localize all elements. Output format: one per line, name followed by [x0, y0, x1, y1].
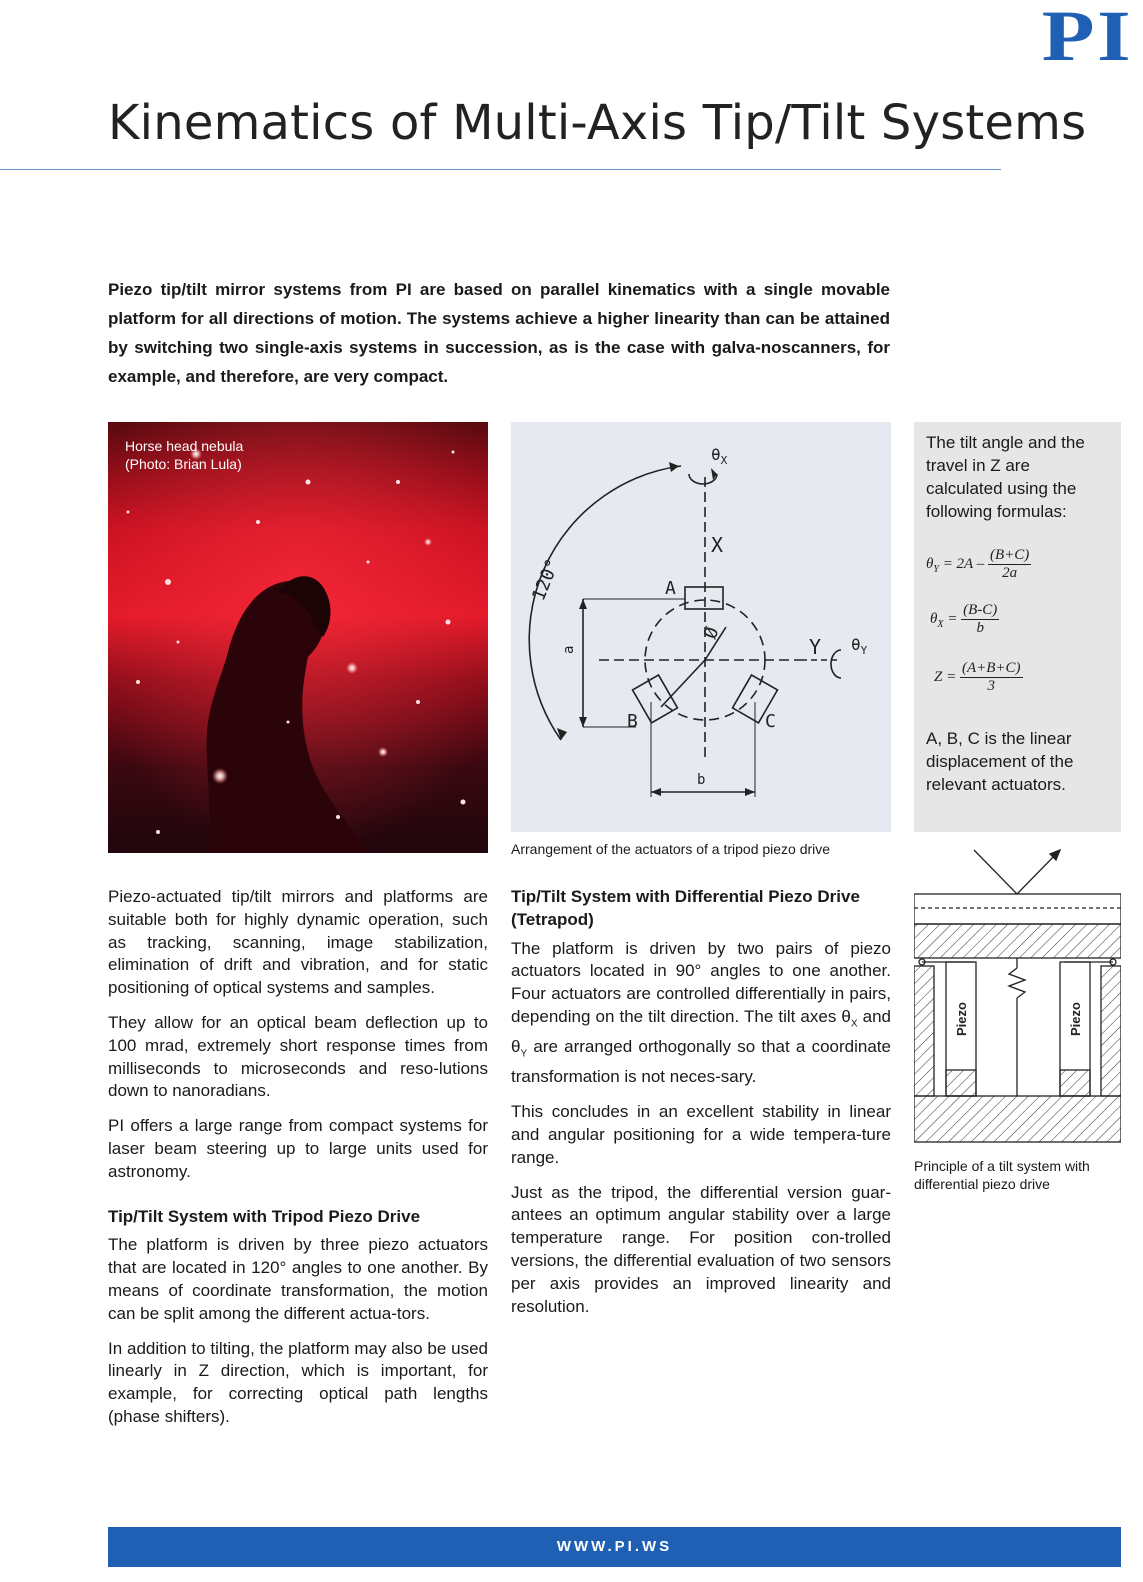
actuator-c-label: C: [765, 711, 776, 732]
photo-caption-credit: (Photo: Brian Lula): [125, 456, 242, 472]
photo-caption-title: Horse head nebula: [125, 438, 244, 454]
paragraph: They allow for an optical beam deflection up to 100 mrad, extremely short response times from milliseconds to microseconds and reso-lutions down to nanoradians.: [108, 1012, 488, 1101]
y-axis-label: Y: [809, 635, 822, 659]
paragraph: PI offers a large range from compact systems for laser beam steering up to large units used for astronomy.: [108, 1116, 488, 1181]
differential-drive-svg: [914, 848, 1121, 1145]
paragraph: Piezo-actuated tip/tilt mirrors and platforms are suitable both for highly dynamic operation, such as tracking, scanning, image stabilization, elimination of drift and vibration, and for static positioning of optical systems and samples.: [108, 887, 488, 998]
piezo-right-label: Piezo: [1068, 1002, 1083, 1036]
actuator-b-label: B: [627, 711, 638, 732]
title-rule: [0, 169, 1001, 170]
paragraph: Just as the tripod, the differential version guar-antees an optimum angular stability over a large temperature range. For position con-trolled versions, the differential evaluation of two sensors per axis provides an improved linearity and resolution.: [511, 1182, 891, 1316]
differential-diagram-caption: Principle of a tilt system with differential piezo drive: [914, 1158, 1090, 1192]
theta-y-label: $\theta_Y$: [851, 635, 868, 657]
formula-outro: A, B, C is the linear displacement of the relevant actuators.: [926, 729, 1074, 794]
formula-box: [914, 422, 1121, 832]
piezo-left-label: Piezo: [954, 1002, 969, 1036]
tripod-diagram: [511, 422, 891, 832]
horse-head-nebula-photo: [108, 422, 488, 853]
tripod-diagram-svg: [511, 422, 891, 832]
differential-drive-diagram: [914, 848, 1121, 1145]
angle-120-label: 120°: [528, 555, 564, 604]
tripod-diagram-caption: Arrangement of the actuators of a tripod piezo drive: [511, 841, 831, 857]
paragraph: This concludes in an excellent stability in linear and angular positioning for a wide tempera-ture range.: [511, 1102, 891, 1167]
dimension-b-label: b: [697, 772, 706, 788]
section-heading-tripod: Tip/Tilt System with Tripod Piezo Drive: [108, 1206, 421, 1226]
page-title: Kinematics of Multi-Axis Tip/Tilt Systems: [108, 95, 1087, 151]
photo-caption: [125, 437, 243, 473]
section-heading-tetrapod: Tip/Tilt System with Differential Piezo Drive (Tetrapod): [511, 887, 860, 929]
footer-url-bar[interactable]: WWW.PI.WS: [108, 1527, 1121, 1567]
formula-theta-x: $\theta_X$ = $\frac{(B-C)}{b}$: [930, 602, 998, 636]
column-middle: [511, 886, 891, 1330]
formula-z: Z = $\frac{(A+B+C)}{3}$: [934, 660, 1021, 694]
formula-intro: The tilt angle and the travel in Z are calculated using the following formulas:: [926, 433, 1085, 521]
nebula-image: [108, 422, 488, 853]
paragraph: The platform is driven by two pairs of piezo actuators located in 90° angles to one another. Four actuators are controlled differentially in pairs, depending on the tilt direction. The tilt axes $\theta_X$ and $\theta_Y$ are arranged orthogonally so that a coordinate transformation is not neces-sary.: [511, 938, 891, 1087]
dimension-a-label: a: [561, 645, 577, 654]
theta-x-label: $\theta_X$: [711, 445, 728, 467]
paragraph: The platform is driven by three piezo actuators that are located in 120° angles to one another. By means of coordinate transformation, the motion can be split among the different actua-tors.: [108, 1235, 488, 1323]
x-axis-label: X: [711, 533, 724, 557]
diameter-label: Ø: [699, 624, 724, 642]
pi-logo: PI: [1041, 0, 1133, 76]
formula-theta-y: $\theta_Y = 2A$ – $\frac{(B+C)}{2a}$: [926, 547, 1030, 581]
intro-paragraph: Piezo tip/tilt mirror systems from PI are based on parallel kinematics with a single movable platform for all directions of motion. The systems achieve a higher linearity than can be attained by switching two single-axis systems in succession, as is the case with galva-noscanners, for example, and therefore, are very compact.: [108, 280, 890, 386]
actuator-a-label: A: [665, 578, 676, 599]
column-left: [108, 886, 488, 1441]
paragraph: In addition to tilting, the platform may also be used linearly in Z direction, which is important, for example, for correcting optical path lengths (phase shifters).: [108, 1338, 488, 1426]
